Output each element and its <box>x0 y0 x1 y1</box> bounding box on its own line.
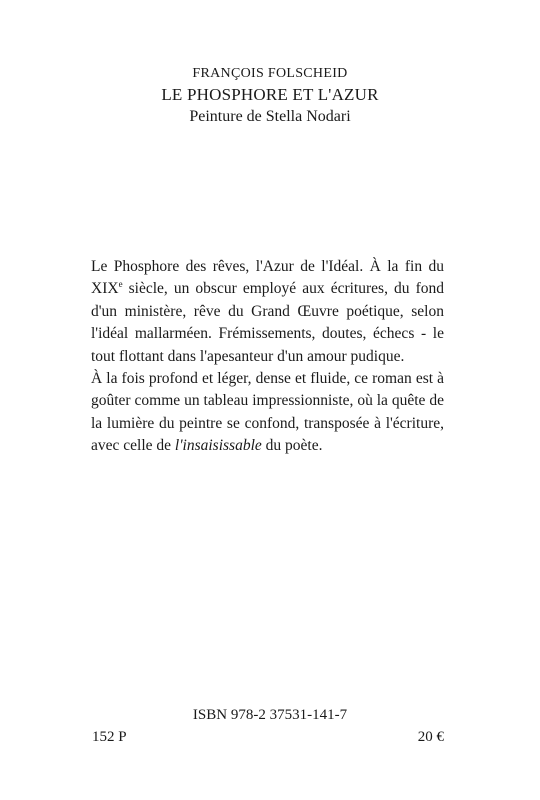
book-subtitle: Peinture de Stella Nodari <box>189 108 351 125</box>
blurb <box>91 256 444 458</box>
book-title: LE PHOSPHORE ET L'AZUR <box>161 85 379 104</box>
blurb-p1-text-b: siècle, un obscur employé aux écritures, du fond d'un ministère, rêve du Grand Œuvre poétique, selon l'idéal mallarméen. Frémissements, doutes, échecs - le tout flottant dans l'apesanteur d'un amour pudique. <box>91 280 444 365</box>
blurb-p2-text-a: À la fois profond et léger, dense et fluide, ce roman est à goûter comme un tableau impressionniste, où la quête de la lumière du peintre se confond, transposée à l'écriture, avec celle de <box>91 370 444 455</box>
blurb-p2-text-b: du poète. <box>261 437 323 455</box>
blurb-paragraph-1 <box>91 256 444 368</box>
page-count: 152 P <box>92 729 127 745</box>
book-header <box>0 64 540 128</box>
price: 20 € <box>417 729 444 745</box>
century-superscript: e <box>118 279 123 290</box>
author-name: FRANÇOIS FOLSCHEID <box>192 66 348 81</box>
blurb-p1-text-a: Le Phosphore des rêves, l'Azur de l'Idéal. À la fin du XIX <box>91 258 444 298</box>
blurb-p2-italic: l'insaisissable <box>174 437 262 455</box>
blurb-paragraph-2 <box>91 368 444 458</box>
isbn: ISBN 978-2 37531-141-7 <box>192 707 348 723</box>
